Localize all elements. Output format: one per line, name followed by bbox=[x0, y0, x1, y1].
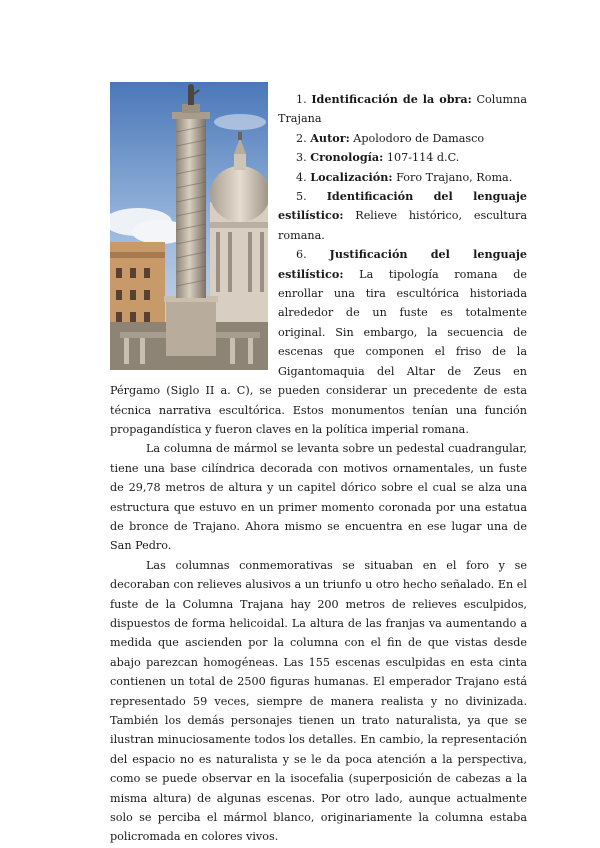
list-item-chronology: 3. Cronología: 107-114 d.C. bbox=[296, 150, 460, 165]
list-item-author: 2. Autor: Apolodoro de Damasco bbox=[296, 130, 485, 145]
paragraph-column-description: La columna de mármol se levanta sobre un pedestal cuadrangular, tiene una base cilíndrica decorada con motivos ornamentales, un fuste de 29,78 metros de altura y un capitel dórico sobre el cual se alza una estructura que estuvo en un primer momento coronada por una estatua de bronce de Trajano. Ahora mismo se encuentra en ese lugar una de San Pedro. bbox=[110, 442, 527, 553]
list-item-identification: 1. Identificación de la obra: Columna Trajana bbox=[278, 92, 528, 126]
list-item-style-identification: 5. Identificación del lenguaje estilístico: Relieve histórico, escultura romana. bbox=[278, 189, 527, 242]
list-item-style-justification: 6. Justificación del lenguaje estilístico: La tipología romana de enrollar una tira escultórica historiada alrededor de un fuste es totalmente original. Sin embargo, la secuencia de escenas que componen el friso de la Gigantomaquia del Altar de Zeus en Pérgamo (Siglo II a. C), se pueden considerar un precedente de esta técnica narrativa escultórica. Estos monumentos tenían una función propagandística y fueron claves en la política imperial romana. bbox=[110, 247, 527, 436]
list-item-location: 4. Localización: Foro Trajano, Roma. bbox=[296, 169, 513, 184]
paragraph-commemorative-columns: Las columnas conmemorativas se situaban en el foro y se decoraban con relieves alusivos a un triunfo u otro hecho señalado. En el fuste de la Columna Trajana hay 200 metros de relieves esculpidos, dispuestos de forma helicoidal. La altura de las franjas va aumentando a medida que ascienden por la columna con el fin de que vistas desde abajo parezcan homogéneas. Las 155 escenas esculpidas en esta cinta contienen un total de 2500 figuras humanas. El emperador Trajano está representado 59 veces, siempre de manera realista y no divinizada. También los demás personajes tienen un trato naturalista, ya que se ilustran minuciosamente todos los detalles. En cambio, la representación del espacio no es naturalista y se le da poca atención a la perspectiva, como se puede observar en la isocefalia (superposición de cabezas a la misma altura) de algunas escenas. Por otro lado, aunque actualmente solo se perciba el mármol blanco, originariamente la columna estaba policromada en colores vivos. bbox=[110, 558, 527, 844]
document-text bbox=[110, 90, 527, 847]
